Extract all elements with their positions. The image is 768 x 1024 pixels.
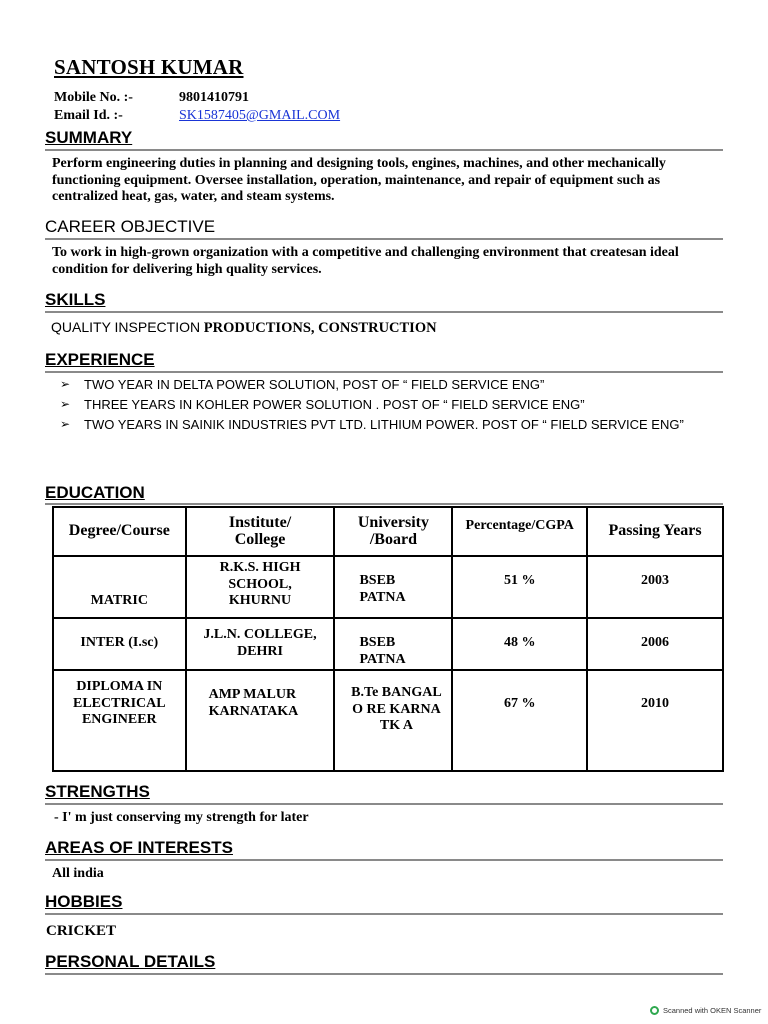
cell-degree: INTER (I.sc) <box>53 618 186 670</box>
mobile-label: Mobile No. :- <box>54 90 133 105</box>
arrow-bullet-icon: ➢ <box>60 397 71 411</box>
arrow-bullet-icon: ➢ <box>60 377 71 391</box>
areas-of-interests-divider <box>45 859 723 861</box>
skills-part-1: QUALITY INSPECTION <box>51 319 201 335</box>
summary-divider <box>45 149 723 151</box>
cell-year: 2010 <box>587 670 723 771</box>
strengths-heading: STRENGTHS <box>45 782 150 801</box>
candidate-name: SANTOSH KUMAR <box>54 55 244 79</box>
arrow-bullet-icon: ➢ <box>60 417 71 431</box>
email-label: Email Id. :- <box>54 108 123 123</box>
skills-line <box>51 319 437 337</box>
scanner-logo-icon <box>650 1006 659 1015</box>
hobbies-divider <box>45 913 723 915</box>
education-header-row <box>53 507 723 556</box>
cell-percentage: 48 % <box>452 618 587 670</box>
hobbies-heading: HOBBIES <box>45 892 123 911</box>
column-header-passing-years: Passing Years <box>587 507 723 556</box>
areas-of-interests-text: All india <box>52 866 104 881</box>
experience-item-text: TWO YEARS IN SAINIK INDUSTRIES PVT LTD. LITHIUM POWER. POST OF “ FIELD SERVICE ENG” <box>84 417 684 432</box>
cell-board: B.Te BANGALO RE KARNATK A <box>334 670 452 771</box>
cell-year: 2006 <box>587 618 723 670</box>
skills-divider <box>45 311 723 313</box>
cell-board: BSEB PATNA <box>334 556 452 618</box>
experience-item <box>60 397 720 413</box>
personal-details-divider <box>45 973 723 975</box>
experience-item-text: TWO YEAR IN DELTA POWER SOLUTION, POST OF “ FIELD SERVICE ENG” <box>84 377 545 392</box>
cell-percentage: 51 % <box>452 556 587 618</box>
experience-heading: EXPERIENCE <box>45 350 155 369</box>
cell-degree: MATRIC <box>53 556 186 618</box>
email-value-wrapper <box>179 108 340 124</box>
skills-part-2: PRODUCTIONS, CONSTRUCTION <box>203 320 437 336</box>
cell-institute: AMP MALUR KARNATAKA <box>186 670 335 771</box>
education-heading: EDUCATION <box>45 483 145 502</box>
cell-percentage: 67 % <box>452 670 587 771</box>
career-objective-heading: CAREER OBJECTIVE <box>45 217 216 236</box>
table-row <box>53 618 723 670</box>
scanner-watermark <box>650 1006 761 1015</box>
strengths-divider <box>45 803 723 805</box>
personal-details-heading: PERSONAL DETAILS <box>45 952 216 971</box>
education-table <box>52 506 724 772</box>
career-objective-text: To work in high-grown organization with a competitive and challenging environment that createsan ideal condition for delivering high quality services. <box>52 245 679 277</box>
scanner-watermark-text: Scanned with OKEN Scanner <box>663 1006 762 1015</box>
cell-degree: DIPLOMA IN ELECTRICAL ENGINEER <box>53 670 186 771</box>
hobbies-text: CRICKET <box>46 923 117 939</box>
summary-text: Perform engineering duties in planning and designing tools, engines, machines, and other mechanically functioning equipment. Oversee installation, operation, maintenance, and repair of equipment such as centralized heat, gas, water, and steam systems. <box>52 156 666 204</box>
education-divider <box>45 503 723 505</box>
experience-divider <box>45 371 723 373</box>
strengths-text: - I' m just conserving my strength for later <box>54 810 309 825</box>
column-header-percentage: Percentage/CGPA <box>452 507 587 556</box>
email-link[interactable]: SK1587405@GMAIL.COM <box>179 108 341 123</box>
summary-heading: SUMMARY <box>45 128 133 147</box>
cell-year: 2003 <box>587 556 723 618</box>
table-row <box>53 670 723 771</box>
cell-institute: R.K.S. HIGH SCHOOL, KHURNU <box>186 556 335 618</box>
column-header-degree: Degree/Course <box>53 507 186 556</box>
table-row <box>53 556 723 618</box>
column-header-institute: Institute/ College <box>186 507 335 556</box>
column-header-university: University /Board <box>334 507 452 556</box>
experience-item <box>60 417 720 433</box>
mobile-value: 9801410791 <box>179 90 249 105</box>
areas-of-interests-heading: AREAS OF INTERESTS <box>45 838 233 857</box>
cell-board: BSEB PATNA <box>334 618 452 670</box>
experience-item <box>60 377 720 393</box>
career-objective-divider <box>45 238 723 240</box>
skills-heading: SKILLS <box>45 290 106 309</box>
cell-institute: J.L.N. COLLEGE, DEHRI <box>186 618 335 670</box>
experience-item-text: THREE YEARS IN KOHLER POWER SOLUTION . POST OF “ FIELD SERVICE ENG” <box>84 397 585 412</box>
